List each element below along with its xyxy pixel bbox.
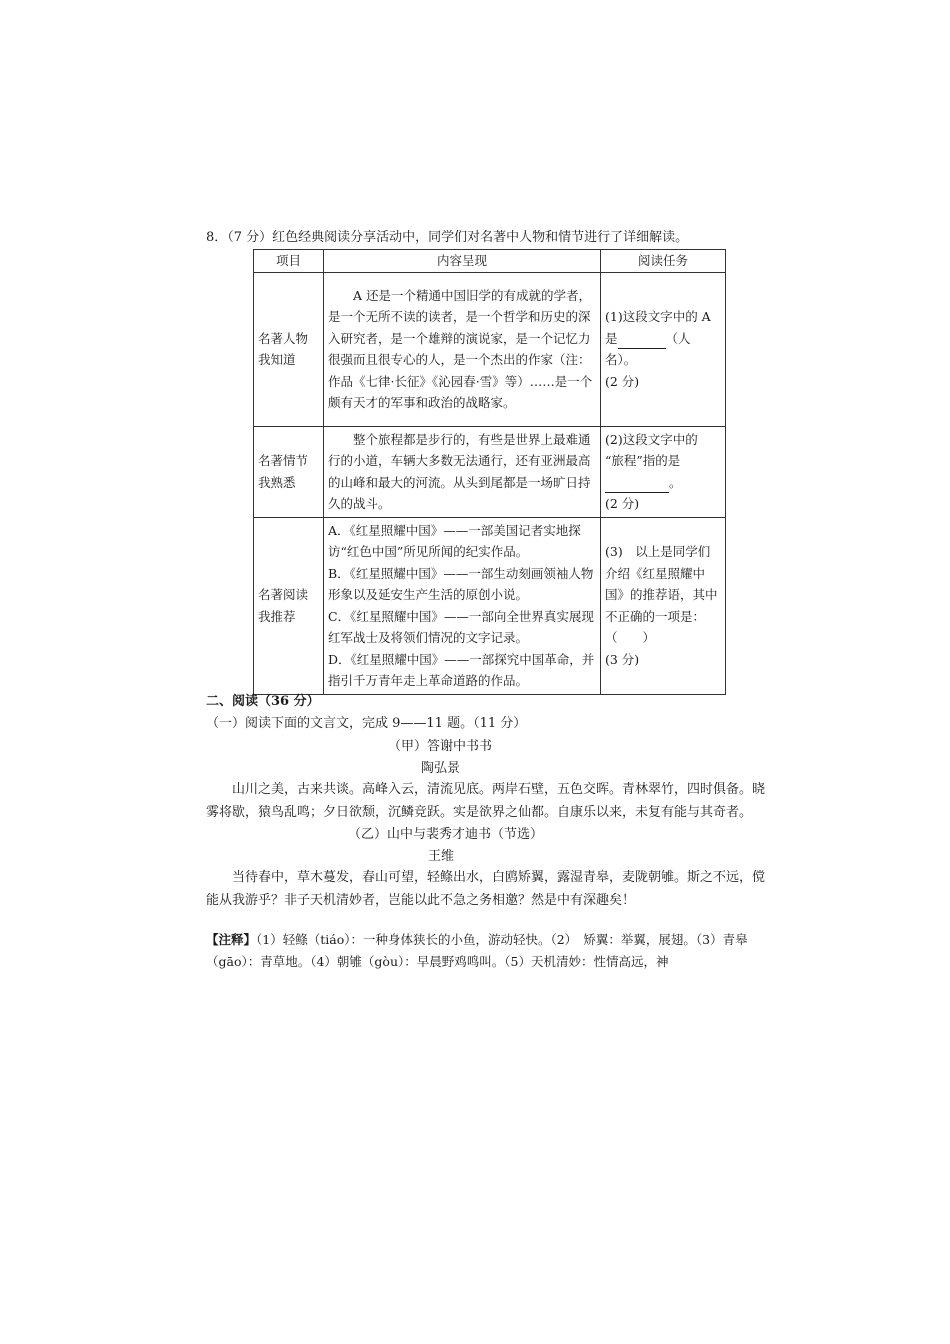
row1-task: [601, 272, 726, 426]
row2-item: [254, 426, 324, 517]
row2-item-line1: 名著情节: [258, 453, 309, 468]
text-a-body: 山川之美，古来共谈。高峰入云，清流见底。两岸石壁，五色交晖。青林翠竹，四时俱备。晓雾将歇，猿鸟乱鸣；夕日欲颓，沉鳞竞跃。实是欲界之仙都。自康乐以来，未复有能与其奇者。: [206, 782, 766, 820]
row1-content: [324, 272, 601, 426]
header-task: 阅读任务: [601, 250, 726, 273]
row1-item-line2: 我知道: [258, 352, 296, 367]
table-row: [254, 517, 726, 694]
reading-task-table: [253, 249, 726, 695]
row1-content-text: A 还是一个精通中国旧学的有成就的学者，是一个无所不读的读者，是一个哲学和历史的深入研究者，是一个雄辩的演说家，是一个记忆力很强而且很专心的人，是一个杰出的作家（注：作品《七律·长征》《沁园春·雪》等）……是一个颇有天才的军事和政治的战略家。: [328, 287, 593, 410]
row2-task-a: (2)这段文字中的: [605, 431, 698, 447]
row3-task: [601, 517, 726, 694]
text-b-body: 当待春中，草木蔓发，春山可望，轻鲦出水，白鸥矫翼，露湿青皋，麦陇朝雊。斯之不远，傥能从我游乎？非子天机清妙者，岂能以此不急之务相邀？然是中有深趣矣！: [206, 870, 766, 908]
notes-label: 【注释】: [206, 932, 257, 947]
table-header-row: [254, 250, 726, 273]
row1-task-score: (2 分): [605, 373, 640, 389]
header-content: 内容呈现: [324, 250, 601, 273]
row2-task-c-post: 。: [669, 474, 682, 490]
row3-content: [324, 517, 601, 694]
row1-task-b-post: （人名）。: [605, 330, 691, 367]
text-b-title: （乙）山中与裴秀才迪书（节选）: [348, 827, 544, 842]
text-b-author: 王维: [428, 849, 455, 864]
row3-item-line1: 名著阅读: [258, 587, 309, 602]
table-row: [254, 426, 726, 517]
row3-answer-paren[interactable]: （ ）: [605, 630, 656, 645]
row1-task-a: (1)这段文字中的 A: [605, 309, 711, 324]
row1-answer-blank[interactable]: [618, 334, 666, 349]
row3-item: [254, 517, 324, 694]
row2-task-score: (2 分): [605, 496, 640, 511]
row1-task-b-pre: 是: [605, 330, 618, 346]
section-2-instruction: （一）阅读下面的文言文，完成 9——11 题。（11 分）: [206, 716, 527, 731]
notes-text: （1）轻鲦（tiáo）：一种身体狭长的小鱼，游动轻快。（2） 矫翼：举翼，展翅。（3）青皋（gāo）：青草地。（4）朝雊（gòu）：早晨野鸡鸣叫。（5）天机清妙：性情高远，神: [206, 932, 748, 969]
choice-c: C．《红星照耀中国》——一部向全世界真实展现红军战士及将领们情况的文字记录。: [328, 608, 594, 645]
row2-task-b: “旅程”指的是: [605, 453, 681, 468]
row2-answer-blank[interactable]: [605, 478, 669, 493]
row2-task: [601, 426, 726, 517]
text-a-author: 陶弘景: [421, 761, 461, 776]
row3-item-line2: 我推荐: [258, 608, 296, 624]
row3-task-text: (3) 以上是同学们介绍《红星照耀中国》的推荐语，其中不正确的一项是：: [605, 544, 718, 624]
row1-item-line1: 名著人物: [258, 330, 309, 346]
table-row: [254, 272, 726, 426]
question-8-stem: 8．（7 分）红色经典阅读分享活动中，同学们对名著中人物和情节进行了详细解读。: [206, 230, 689, 245]
text-a-title: （甲）答谢中书书: [388, 739, 493, 754]
row1-item: [254, 272, 324, 426]
section-2-title: 二、阅读（36 分）: [206, 694, 320, 709]
choice-b: B．《红星照耀中国》——一部生动刻画领袖人物形象以及延安生产生活的原创小说。: [328, 565, 594, 602]
choice-a: A．《红星照耀中国》——一部美国记者实地探访“红色中国”所见所闻的纪实作品。: [328, 522, 581, 559]
row2-content: [324, 426, 601, 517]
header-item: 项目: [254, 250, 324, 273]
row3-task-score: (3 分): [605, 651, 640, 667]
row2-item-line2: 我熟悉: [258, 474, 296, 490]
row2-content-text: 整个旅程都是步行的，有些是世界上最难通行的小道，车辆大多数无法通行，还有亚洲最高的山峰和最大的河流。从头到尾都是一场旷日持久的战斗。: [328, 431, 591, 511]
annotations: [206, 929, 766, 973]
choice-d: D．《红星照耀中国》——一部探究中国革命，并指引千万青年走上革命道路的作品。: [328, 651, 595, 688]
